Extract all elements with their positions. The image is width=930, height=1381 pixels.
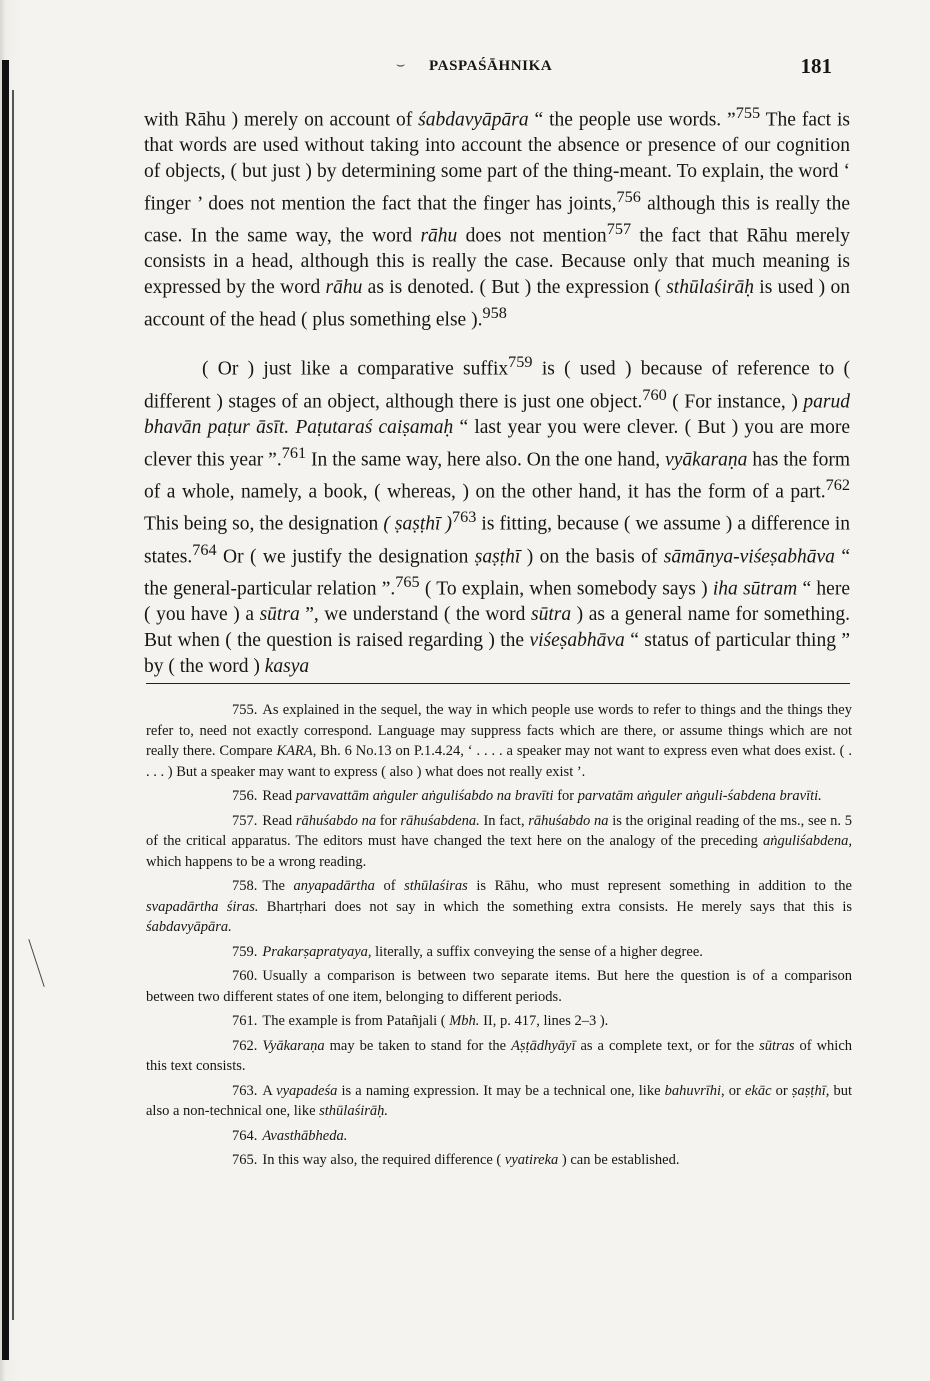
term: rāhuśabdena. [400, 812, 480, 829]
text: “ here ( you have ) a [144, 578, 850, 626]
term: iha sūtram [712, 578, 798, 600]
footnote-ref: 958 [482, 304, 507, 323]
page-number: 181 [800, 54, 832, 78]
footnote-number: 757. [232, 812, 258, 829]
term: śabdavyāpāra. [146, 919, 232, 935]
term: ṣaṣṭhī, [791, 1082, 830, 1099]
term: aṅguliśabdena, [762, 833, 852, 849]
footnote-ref: 757 [606, 220, 632, 239]
term: sūtra [530, 604, 572, 626]
term: sāmānya-viśeṣabhāva [663, 546, 835, 568]
footnote-number: 760. [232, 968, 258, 984]
term: Mbh. [449, 1013, 480, 1029]
footnote-number: 765. [232, 1152, 258, 1168]
term: ( ṣaṣṭhī ) [383, 513, 452, 535]
text: In this way also, the required difference ( [262, 1152, 505, 1168]
text: has the form of a whole, namely, a book, ( whereas, ) on the other hand, it has the form of a part. [144, 449, 850, 503]
footnote-759 [146, 942, 852, 963]
paragraph-1 [144, 101, 850, 333]
footnote-number: 763. [232, 1082, 258, 1099]
footnote-761 [146, 1011, 852, 1032]
spine-edge [2, 60, 9, 1360]
text: although this is really the case. In the same way, the word [144, 193, 850, 247]
running-title: PASPAŚĀHNIKA [429, 58, 553, 74]
text: does not mention [457, 225, 607, 247]
footnote-765 [146, 1150, 852, 1171]
term: parud bhavān paṭur āsīt. Paṭutaraś caiṣamaḥ [144, 391, 850, 438]
footnote-number: 755. [232, 702, 258, 718]
footnotes [146, 700, 852, 1175]
text: ( To explain, when somebody says ) [419, 578, 713, 600]
term: sthūlaśiras [404, 878, 468, 894]
text: which happens to be a wrong reading. [146, 853, 367, 870]
margin-pencil-mark [28, 939, 44, 987]
term: Avasthābheda. [262, 1127, 348, 1144]
text: or [771, 1082, 792, 1099]
text: “ status of particular thing ” by ( the word ) [144, 630, 851, 677]
running-header [146, 56, 832, 82]
text: but also a non-technical one, like [146, 1082, 852, 1119]
text: As explained in the sequel, the way in which people use words to refer to things and the things they refer to, need not exactly correspond. Language may suppress facts which are there, or assume things which are not really there. Compare [146, 702, 852, 759]
text: Read [262, 788, 296, 804]
spine-edge-inner [12, 90, 14, 1320]
term: sthūlaśirāḥ [666, 277, 754, 299]
text: as is denoted. ( But ) the expression ( [362, 277, 667, 299]
footnote-ref: 765 [395, 572, 420, 591]
text: for [376, 812, 401, 829]
term: sūtras [759, 1037, 795, 1054]
text: for [553, 788, 578, 804]
term: vyapadeśa [276, 1082, 338, 1099]
text: with Rāhu ) merely on account of [144, 109, 419, 131]
footnote-762 [146, 1036, 852, 1077]
text: A [262, 1082, 277, 1099]
text: “ last year you were clever. ( But ) you are more clever this year ”. [144, 416, 850, 471]
footnote-number: 761. [232, 1013, 258, 1029]
footnote-divider [146, 683, 850, 684]
term: ṣaṣṭhī [474, 546, 521, 568]
term: sūtra [259, 604, 300, 626]
text: Read [262, 812, 296, 829]
text: “ the people use words. ” [528, 109, 736, 131]
footnote-758 [146, 876, 852, 938]
text: ) as a general name for something. But when ( the question is raised regarding ) the [144, 604, 850, 652]
term: Vyākaraṇa [262, 1037, 325, 1054]
text: is Rāhu, who must represent something in addition to the [467, 878, 852, 894]
term: ekāc [744, 1082, 772, 1099]
text: The [262, 878, 294, 894]
text: of [374, 878, 405, 894]
text: Or ( we justify the designation [216, 546, 475, 568]
paragraph-2 [144, 350, 850, 679]
term: viśeṣabhāva [529, 630, 625, 652]
footnote-ref: 759 [508, 353, 533, 372]
term: rāhu [420, 225, 458, 247]
term: śabdavyāpāra [418, 109, 529, 131]
term: rāhuśabdo na [295, 812, 377, 829]
footnote-760 [146, 966, 852, 1007]
footnote-756 [146, 786, 852, 807]
term: anyapadārtha [293, 878, 375, 894]
footnote-764 [146, 1126, 852, 1147]
text: as a complete text, or for the [575, 1037, 760, 1054]
term: vyākaraṇa [665, 449, 748, 471]
footnote-757 [146, 811, 852, 873]
text: ) on the basis of [520, 546, 664, 568]
term: KARA [276, 743, 313, 759]
term: rāhuśabdo na [528, 812, 609, 829]
term: parvavattām aṅguler aṅguliśabdo na bravīti [295, 788, 554, 804]
term: rāhu [325, 277, 363, 299]
footnote-number: 758. [232, 878, 258, 894]
footnote-number: 762. [232, 1037, 258, 1054]
text: The fact is that words are used without taking into account the absence or presence of our cognition of objects, ( but just ) by determining some part of the thing-meant. To explain, the word ‘ finger ’ does not mention the fact that the finger has joints, [144, 109, 850, 215]
text: is fitting, because ( we assume ) a difference in states. [144, 513, 851, 568]
text: is the original reading of the ms., see n. 5 of the critical apparatus. The editors must have changed the text here on the analogy of the preceding [146, 812, 852, 849]
text: literally, a suffix conveying the sense of a higher degree. [371, 943, 703, 960]
text: is used ) on account of the head ( plus something else ). [144, 277, 850, 331]
footnote-ref: 755 [735, 104, 761, 122]
footnote-ref: 760 [642, 385, 667, 404]
text: The example is from Patañjali ( [262, 1013, 450, 1029]
footnote-number: 759. [232, 943, 258, 960]
text: may be taken to stand for the [324, 1037, 512, 1054]
footnote-ref: 763 [451, 508, 477, 527]
term: bahuvrīhi, [664, 1082, 725, 1099]
text: In fact, [479, 812, 529, 829]
text: ( Or ) just like a comparative suffix [202, 358, 509, 380]
term: kasya [264, 655, 310, 677]
term: vyatireka [504, 1152, 559, 1168]
header-mark: ⌣ [396, 58, 406, 73]
term: sthūlaśirāḥ. [319, 1103, 389, 1119]
text: II, p. 417, lines 2–3 ). [479, 1013, 609, 1029]
text: “ the general-particular relation ”. [144, 546, 850, 600]
term: parvatām aṅguler aṅguli-śabdena bravīti. [577, 788, 822, 804]
footnote-ref: 764 [192, 540, 217, 559]
footnote-number: 756. [232, 788, 258, 804]
text: is ( used ) because of reference to ( different ) stages of an object, although there is just one object. [144, 358, 850, 413]
text: Usually a comparison is between two separate items. But here the question is of a comparison between two different states of one item, belonging to different periods. [146, 968, 852, 1005]
main-text [144, 101, 850, 680]
text: of which this text consists. [146, 1037, 853, 1074]
text: Bhartṛhari does not say in which the something extra consists. He merely says that this is [258, 898, 852, 915]
text: ( For instance, ) [666, 391, 804, 413]
text: , Bh. 6 No.13 on P.1.4.24, ‘ . . . . a speaker may not want to express even what does exist. ( . . . . ) But a speaker may want to express ( also ) what does not really exist ’. [146, 743, 852, 780]
text: or [724, 1082, 745, 1099]
text: the fact that Rāhu merely consists in a head, although this is really the case. Because only that much meaning is expressed by the word [144, 225, 850, 299]
footnote-ref: 762 [825, 476, 850, 495]
text: ”, we understand ( the word [299, 604, 531, 626]
footnote-763 [146, 1081, 852, 1122]
footnote-ref: 756 [616, 187, 641, 206]
term: Aṣṭādhyāyī [511, 1037, 576, 1054]
text: In the same way, here also. On the one hand, [306, 449, 666, 471]
text: This being so, the designation [144, 513, 384, 535]
footnote-755 [146, 700, 852, 782]
term: Prakarṣapratyaya, [262, 943, 372, 960]
text: is a naming expression. It may be a technical one, like [337, 1082, 665, 1099]
term: svapadārtha śiras. [146, 898, 259, 915]
footnote-number: 764. [232, 1127, 258, 1144]
text: ) can be established. [558, 1152, 680, 1168]
footnote-ref: 761 [281, 443, 307, 462]
